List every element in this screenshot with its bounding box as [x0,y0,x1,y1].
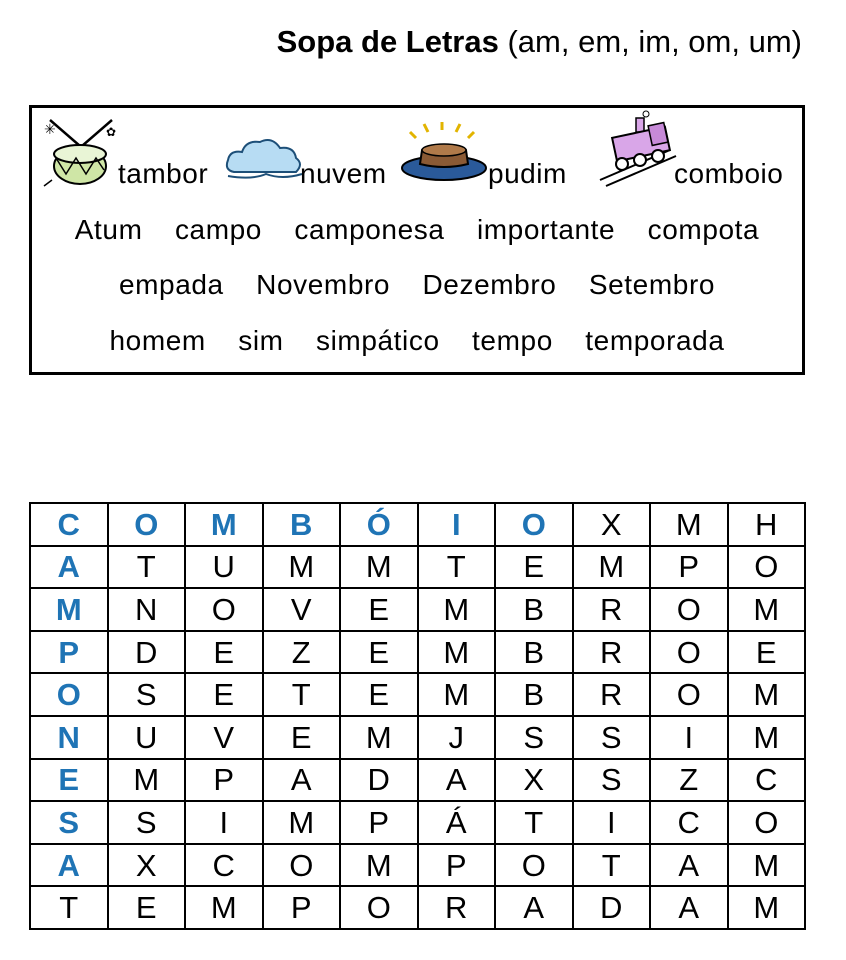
grid-cell[interactable]: B [263,503,341,546]
grid-cell[interactable]: P [263,886,341,929]
grid-cell[interactable]: O [650,588,728,631]
grid-cell[interactable]: P [650,546,728,589]
grid-cell[interactable]: E [340,631,418,674]
cloud-icon [222,134,304,184]
grid-cell[interactable]: T [418,546,496,589]
grid-cell[interactable]: U [185,546,263,589]
grid-cell[interactable]: O [728,546,806,589]
grid-cell[interactable]: B [495,631,573,674]
title-bold: Sopa de Letras [276,24,499,59]
grid-cell[interactable]: T [108,546,186,589]
grid-cell[interactable]: O [650,673,728,716]
grid-cell[interactable]: O [728,801,806,844]
grid-cell[interactable]: Ó [340,503,418,546]
grid-cell[interactable]: D [108,631,186,674]
grid-cell[interactable]: M [108,759,186,802]
svg-text:✳: ✳ [44,122,56,138]
grid-cell[interactable]: R [573,673,651,716]
grid-cell[interactable]: E [728,631,806,674]
word-item: campo [174,214,262,245]
word-item: Novembro [256,269,391,300]
grid-cell[interactable]: M [263,801,341,844]
grid-cell[interactable]: A [263,759,341,802]
word-row-2 [32,269,802,301]
grid-cell[interactable]: R [573,631,651,674]
grid-cell[interactable]: U [108,716,186,759]
word-list-box [29,105,805,375]
grid-cell[interactable]: P [340,801,418,844]
picture-word-nuvem: nuvem [300,158,387,189]
grid-cell[interactable]: B [495,588,573,631]
grid-cell[interactable]: I [573,801,651,844]
grid-cell[interactable]: O [108,503,186,546]
grid-cell[interactable]: M [728,673,806,716]
word-row-3 [32,325,802,357]
title-subtitle: (am, em, im, om, um) [498,24,802,59]
grid-cell[interactable]: E [185,631,263,674]
grid-cell[interactable]: X [495,759,573,802]
grid-cell[interactable]: D [573,886,651,929]
drum-icon [40,114,122,190]
grid-cell[interactable]: H [728,503,806,546]
grid-cell[interactable]: A [418,759,496,802]
grid-cell[interactable]: S [108,801,186,844]
word-item: tempo [472,325,553,356]
word-item: simpático [315,325,440,356]
grid-cell[interactable]: M [185,886,263,929]
grid-cell[interactable]: T [573,844,651,887]
grid-cell[interactable]: C [30,503,108,546]
grid-cell[interactable]: Z [263,631,341,674]
grid-row [30,759,805,802]
grid-cell[interactable]: A [30,546,108,589]
grid-cell[interactable]: P [30,631,108,674]
picture-word-pudim: pudim [488,158,567,189]
svg-text:✿: ✿ [106,125,117,139]
grid-cell[interactable]: M [573,546,651,589]
grid-row [30,631,805,674]
word-item: compota [647,214,760,245]
grid-cell[interactable]: O [263,844,341,887]
grid-cell[interactable]: O [495,844,573,887]
word-item: Dezembro [422,269,557,300]
grid-cell[interactable]: M [418,631,496,674]
grid-cell[interactable]: C [185,844,263,887]
grid-cell[interactable]: O [495,503,573,546]
grid-cell[interactable]: O [30,673,108,716]
grid-cell[interactable]: E [185,673,263,716]
grid-cell[interactable]: E [495,546,573,589]
grid-cell[interactable]: O [650,631,728,674]
grid-cell[interactable]: O [185,588,263,631]
grid-cell[interactable]: E [30,759,108,802]
grid-cell[interactable]: A [650,844,728,887]
grid-cell[interactable]: M [728,886,806,929]
grid-cell[interactable]: T [263,673,341,716]
grid-cell[interactable]: S [30,801,108,844]
grid-cell[interactable]: T [495,801,573,844]
grid-cell[interactable]: J [418,716,496,759]
grid-cell[interactable]: I [185,801,263,844]
grid-cell[interactable]: D [340,759,418,802]
grid-row [30,716,805,759]
grid-cell[interactable]: M [418,588,496,631]
grid-cell[interactable]: V [185,716,263,759]
train-icon [596,110,678,188]
word-item: Setembro [588,269,716,300]
grid-cell[interactable]: E [340,588,418,631]
grid-cell[interactable]: Z [650,759,728,802]
word-item: empada [118,269,224,300]
grid-cell[interactable]: M [728,588,806,631]
grid-cell[interactable]: N [108,588,186,631]
word-item: importante [476,214,616,245]
grid-row [30,801,805,844]
grid-cell[interactable]: A [650,886,728,929]
grid-cell[interactable]: V [263,588,341,631]
grid-cell[interactable]: T [30,886,108,929]
page-title [277,24,802,60]
word-item: temporada [585,325,725,356]
grid-cell[interactable]: M [30,588,108,631]
grid-cell[interactable]: P [185,759,263,802]
pudding-icon [398,122,490,184]
grid-cell[interactable]: R [573,588,651,631]
grid-row [30,844,805,887]
grid-cell[interactable]: E [108,886,186,929]
word-item: Atum [74,214,143,245]
grid-cell[interactable]: I [650,716,728,759]
grid-cell[interactable]: M [185,503,263,546]
grid-cell[interactable]: S [573,759,651,802]
grid-cell[interactable]: A [495,886,573,929]
picture-word-tambor: tambor [118,158,209,189]
grid-row [30,546,805,589]
word-item: sim [238,325,284,356]
grid-cell[interactable]: E [340,673,418,716]
grid-cell[interactable]: Á [418,801,496,844]
grid-row [30,673,805,716]
grid-row [30,588,805,631]
grid-cell[interactable]: P [418,844,496,887]
grid-cell[interactable]: I [418,503,496,546]
grid-cell[interactable]: C [650,801,728,844]
grid-cell[interactable]: M [728,716,806,759]
grid-row [30,503,805,546]
word-item: homem [109,325,206,356]
grid-cell[interactable]: R [418,886,496,929]
picture-word-comboio: comboio [674,158,784,189]
grid-cell[interactable]: O [340,886,418,929]
grid-cell[interactable]: M [728,844,806,887]
grid-cell[interactable]: M [340,546,418,589]
grid-cell[interactable]: S [108,673,186,716]
grid-cell[interactable]: X [108,844,186,887]
word-item: camponesa [294,214,445,245]
letter-grid [29,502,806,930]
grid-cell[interactable]: M [263,546,341,589]
grid-cell[interactable]: A [30,844,108,887]
grid-cell[interactable]: C [728,759,806,802]
grid-cell[interactable]: B [495,673,573,716]
grid-cell[interactable]: S [495,716,573,759]
grid-row [30,886,805,929]
grid-cell[interactable]: S [573,716,651,759]
word-row-1 [32,214,802,246]
grid-cell[interactable]: M [340,716,418,759]
grid-cell[interactable]: N [30,716,108,759]
grid-cell[interactable]: M [650,503,728,546]
grid-cell[interactable]: M [418,673,496,716]
grid-cell[interactable]: X [573,503,651,546]
grid-cell[interactable]: E [263,716,341,759]
grid-cell[interactable]: M [340,844,418,887]
